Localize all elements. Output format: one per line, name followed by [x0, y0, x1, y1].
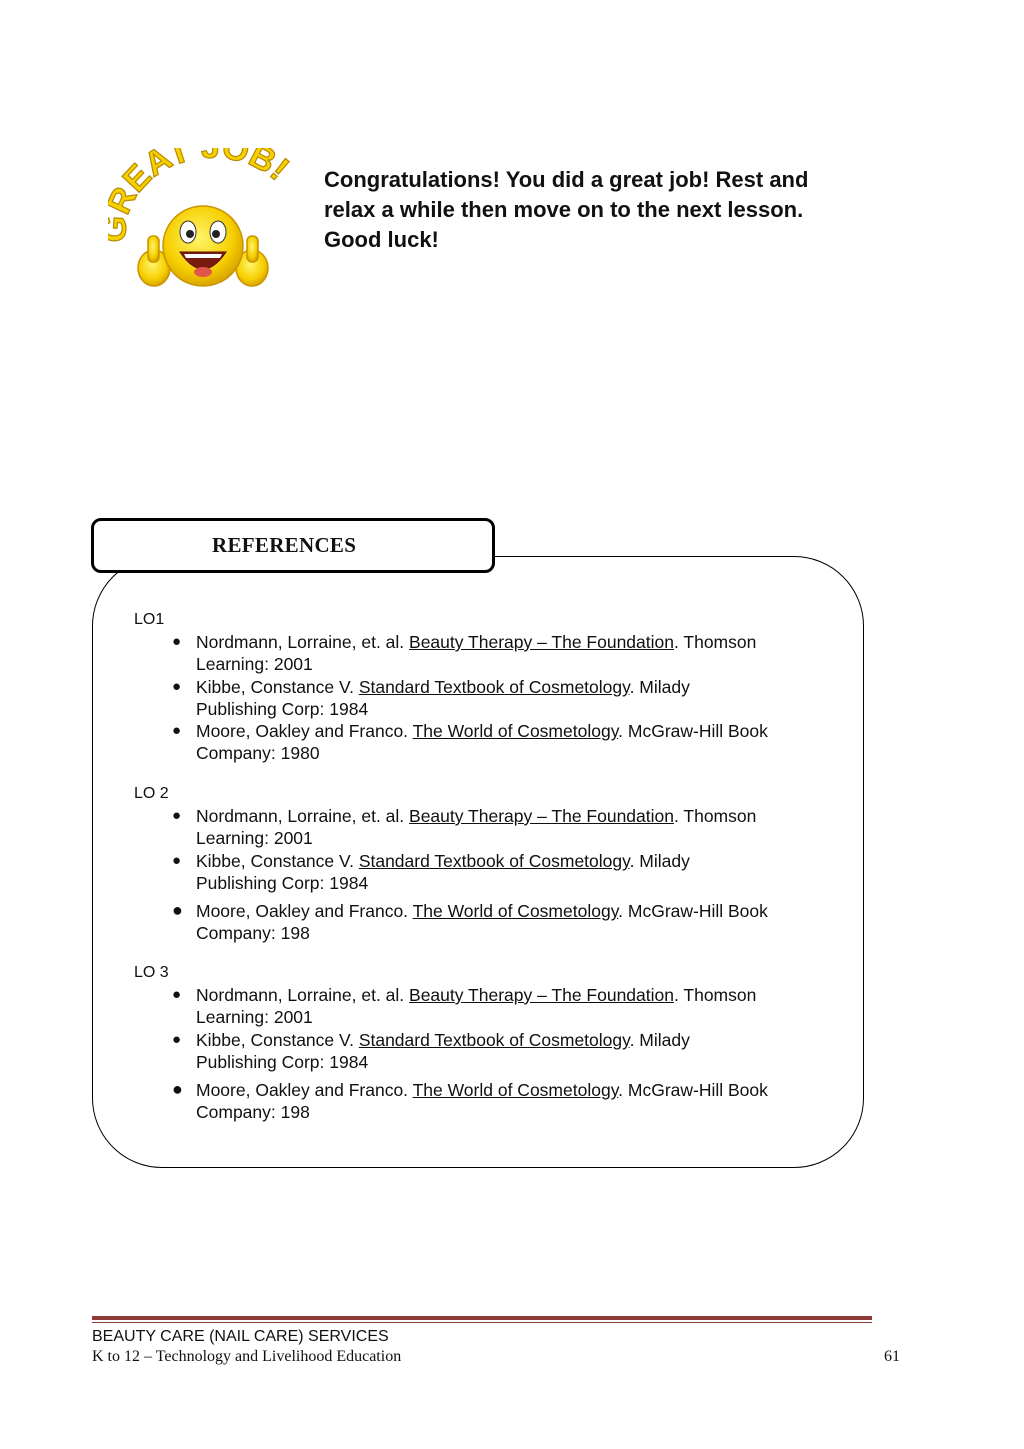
book-title: The World of Cosmetology	[412, 721, 619, 741]
great-job-illustration	[108, 148, 308, 296]
book-title: Beauty Therapy – The Foundation	[409, 632, 674, 652]
book-title: The World of Cosmetology	[412, 1080, 619, 1100]
message-line-2: relax a while then move on to the next lesson.	[324, 197, 804, 222]
reference-item: Moore, Oakley and Franco. The World of Cosmetology. McGraw-Hill Book Company: 1980	[196, 721, 768, 763]
bullet-icon: ●	[172, 1031, 182, 1048]
book-title: Beauty Therapy – The Foundation	[409, 806, 674, 826]
bullet-icon: ●	[172, 852, 182, 869]
congratulations-message	[324, 165, 884, 255]
reference-item: Moore, Oakley and Franco. The World of Cosmetology. McGraw-Hill Book Company: 198	[196, 1080, 768, 1122]
footer-subtitle: K to 12 – Technology and Livelihood Education	[92, 1348, 402, 1365]
bullet-icon: ●	[172, 722, 182, 739]
bullet-icon: ●	[172, 900, 183, 920]
lo1-label: LO1	[134, 611, 165, 628]
reference-item: Kibbe, Constance V. Standard Textbook of Cosmetology. Milady Publishing Corp: 1984	[196, 677, 690, 719]
message-line-3: Good luck!	[324, 227, 439, 252]
page-number: 61	[884, 1348, 900, 1365]
footer-divider	[92, 1316, 872, 1320]
reference-item: Nordmann, Lorraine, et. al. Beauty Therapy – The Foundation. Thomson Learning: 2001	[196, 806, 757, 848]
footer-divider-thin	[92, 1322, 872, 1323]
smiley-face-icon	[163, 206, 243, 286]
book-title: The World of Cosmetology	[412, 901, 619, 921]
reference-item: Kibbe, Constance V. Standard Textbook of Cosmetology. Milady Publishing Corp: 1984	[196, 1030, 690, 1072]
reference-item: Nordmann, Lorraine, et. al. Beauty Therapy – The Foundation. Thomson Learning: 2001	[196, 985, 757, 1027]
message-line-1: Congratulations! You did a great job! Rest and	[324, 167, 809, 192]
bullet-icon: ●	[172, 678, 182, 695]
reference-item: Moore, Oakley and Franco. The World of Cosmetology. McGraw-Hill Book Company: 198	[196, 901, 768, 943]
bullet-icon: ●	[172, 986, 182, 1003]
bullet-icon: ●	[172, 807, 182, 824]
book-title: Standard Textbook of Cosmetology	[358, 851, 630, 871]
book-title: Standard Textbook of Cosmetology	[358, 677, 630, 697]
references-tab	[91, 518, 495, 573]
references-heading: REFERENCES	[212, 533, 357, 557]
book-title: Beauty Therapy – The Foundation	[409, 985, 674, 1005]
reference-item: Kibbe, Constance V. Standard Textbook of Cosmetology. Milady Publishing Corp: 1984	[196, 851, 690, 893]
bullet-icon: ●	[172, 633, 182, 650]
reference-item: Nordmann, Lorraine, et. al. Beauty Therapy – The Foundation. Thomson Learning: 2001	[196, 632, 757, 674]
footer-title: BEAUTY CARE (NAIL CARE) SERVICES	[92, 1328, 389, 1345]
bullet-icon: ●	[172, 1079, 183, 1099]
book-title: Standard Textbook of Cosmetology	[358, 1030, 630, 1050]
lo3-label: LO 3	[134, 964, 169, 981]
lo2-label: LO 2	[134, 785, 169, 802]
badge-text: EAT OB!	[115, 148, 296, 200]
